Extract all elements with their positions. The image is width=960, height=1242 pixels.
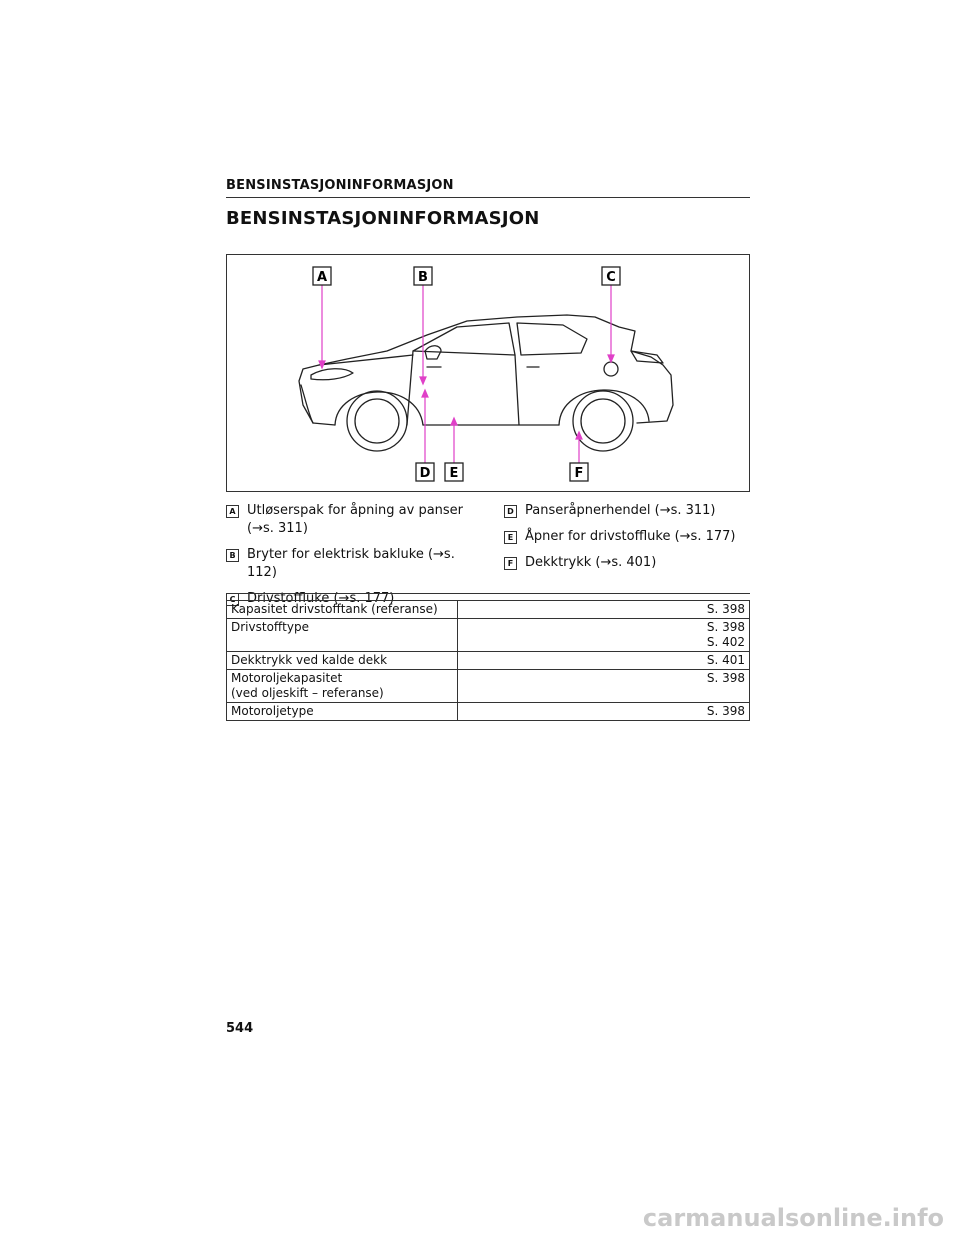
table-cell-page-ref: S. 398 xyxy=(458,703,750,721)
legend-item-f xyxy=(504,554,754,572)
table-row xyxy=(227,670,750,703)
callout-labels xyxy=(313,267,620,481)
table-cell-label: Motoroljetype xyxy=(227,703,458,721)
table-cell-label: Motoroljekapasitet (ved oljeskift – referanse) xyxy=(227,670,458,703)
callout-label-b xyxy=(414,267,432,285)
watermark: carmanualsonline.info xyxy=(642,1204,944,1232)
svg-text:C: C xyxy=(606,270,616,285)
page-number: 544 xyxy=(226,1021,254,1036)
page-title: BENSINSTASJONINFORMASJON xyxy=(226,208,540,229)
callout-label-d xyxy=(416,463,434,481)
table-cell-page-ref: S. 398 xyxy=(458,601,750,619)
table-row xyxy=(227,601,750,619)
legend-item-e xyxy=(504,528,754,546)
legend-key-f: F xyxy=(504,557,517,570)
legend-key-c: C xyxy=(226,593,239,606)
legend-key-e: E xyxy=(504,531,517,544)
table-cell-label: Dekktrykk ved kalde dekk xyxy=(227,652,458,670)
section-divider xyxy=(226,593,750,594)
car-diagram xyxy=(227,255,751,493)
table-row xyxy=(227,619,750,652)
table-cell-label: Drivstofftype xyxy=(227,619,458,652)
svg-text:B: B xyxy=(418,270,428,285)
svg-text:F: F xyxy=(574,466,584,481)
legend-item-a xyxy=(226,502,486,538)
callout-label-e xyxy=(445,463,463,481)
legend-text-c: Drivstoffluke (→s. 177) xyxy=(247,591,395,606)
legend-text-d: Panseråpnerhendel (→s. 311) xyxy=(525,503,716,518)
legend-key-b: B xyxy=(226,549,239,562)
table-cell-page-ref: S. 401 xyxy=(458,652,750,670)
car-side-illustration xyxy=(226,254,750,492)
legend-left xyxy=(226,502,486,616)
car-outline xyxy=(299,315,673,451)
table-cell-label: Kapasitet drivstofftank (referanse) xyxy=(227,601,458,619)
callout-label-f xyxy=(570,463,588,481)
legend-item-d xyxy=(504,502,754,520)
table-row xyxy=(227,703,750,721)
table-cell-page-ref: S. 398 xyxy=(458,670,750,703)
legend-key-d: D xyxy=(504,505,517,518)
legend-right xyxy=(504,502,754,580)
legend-text-e: Åpner for drivstoffluke (→s. 177) xyxy=(525,529,736,544)
legend-text-a: Utløserspak for åpning av panser (→s. 311) xyxy=(247,503,464,536)
legend-text-f: Dekktrykk (→s. 401) xyxy=(525,555,657,570)
callout-lines xyxy=(319,285,614,463)
callout-label-a xyxy=(313,267,331,285)
callout-label-c xyxy=(602,267,620,285)
svg-text:A: A xyxy=(316,270,328,285)
svg-text:D: D xyxy=(419,466,431,481)
legend-text-b: Bryter for elektrisk bakluke (→s. 112) xyxy=(247,547,455,580)
table-row xyxy=(227,652,750,670)
table-cell-page-ref: S. 398 S. 402 xyxy=(458,619,750,652)
running-header: BENSINSTASJONINFORMASJON xyxy=(226,178,750,198)
legend-key-a: A xyxy=(226,505,239,518)
svg-text:E: E xyxy=(449,466,459,481)
legend-item-b xyxy=(226,546,486,582)
reference-table xyxy=(226,600,750,721)
